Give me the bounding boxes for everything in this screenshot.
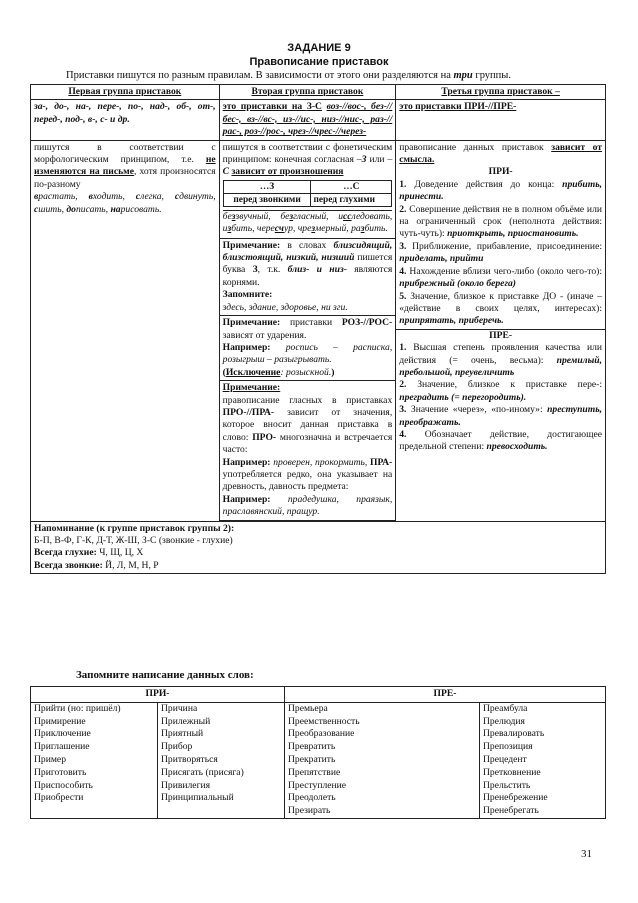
word-item: Причина	[161, 702, 198, 714]
word-item: Принципиальный	[161, 792, 234, 804]
pri-item: 3. Приближение, прибавление, присоединение: приделать, прийти	[399, 240, 602, 265]
word-item: Приобрести	[34, 792, 84, 804]
group1-prefixes: за-, до-, на-, пере-, по-, над-, об-, от-, перед-, под-, в-, с- и др.	[31, 100, 220, 140]
z-body: перед звонкими	[223, 193, 311, 206]
word-item: Препятствие	[288, 766, 341, 778]
word-item: Приятный	[161, 728, 204, 740]
group1-header: Первая группа приставок	[31, 85, 220, 100]
pre-heading: ПРЕ-	[489, 329, 513, 341]
words-col2	[158, 702, 285, 818]
group1-examples: врастать, входить, слегка, сдвинуть, сшить, дописать, нарисовать.	[34, 191, 216, 215]
s-head: …С	[311, 180, 392, 193]
group2-header: Вторая группа приставок	[219, 85, 396, 100]
pri-item: 1. Доведение действия до конца: прибить, принести.	[399, 178, 602, 203]
word-item: Превратить	[288, 741, 336, 753]
group3-rule: правописание данных приставок зависит от смысла. ПРИ- 1. Доведение действия до конца: прибить, принести. 2. Совершение действия не в полном объёме или на ограниченный срок (неполнота действия: чуть-чуть): приоткрыть, приостановить. 3. Приближение, прибавление, присоединение: приделать, прийти 4. Нахождение вблизи чего-либо (около чего-то): прибрежный (около берега) 5. Значение, близкое к приставке ДО - (иначе – «действие в своих целях, интересах): припрятать, приберечь. ПРЕ- 1. Высшая степень проявления качества или действия (= очень, весьма): премилый, пребольшой, преувеличить 2. Значение, близкое к приставке пере-: преградить (= перегородить). 3. Значение «через», «по-иному»: преступить, преображать. 4. Обозначает действие, достигающее предельной степени: превосходить.	[396, 140, 606, 521]
intro-text: Приставки пишутся по разным правилам. В зависимости от этого они разделяются на три группы.	[66, 70, 511, 81]
word-item: Пренебрегать	[483, 805, 539, 817]
s-body: перед глухими	[311, 193, 392, 206]
word-item: Примирение	[34, 715, 86, 727]
pri-item: 2. Совершение действия не в полном объёме или на ограниченный срок (неполнота действия: чуть-чуть): приоткрыть, приостановить.	[399, 203, 602, 240]
pre-item: 4. Обозначает действие, достигающее предельной степени: превосходить.	[399, 428, 602, 453]
word-item: Приключение	[34, 728, 91, 740]
word-item: Препозиция	[483, 741, 533, 753]
group3-prefixes: это приставки ПРИ-//ПРЕ-	[396, 100, 606, 140]
prefix-groups-table	[30, 84, 606, 574]
word-item: Прилежный	[161, 715, 211, 727]
word-item: Пренебрежение	[483, 792, 548, 804]
word-item: Пример	[34, 753, 66, 765]
pre-item: 2. Значение, близкое к приставке пере-: преградить (= перегородить).	[399, 379, 602, 403]
word-item: Превалировать	[483, 728, 545, 740]
word-item: Преодолеть	[288, 792, 336, 804]
word-item: Прельстить	[483, 779, 531, 791]
pri-item: 5. Значение, близкое к приставке ДО - (иначе – «действие в своих целях, интересах): припрятать, приберечь.	[399, 290, 602, 327]
group2-note-roz: Примечание: приставки РОЗ-//РОС- зависят от ударения. Например: роспись – расписка, розыгрыш – разыгрывать. (Исключение: розыскной.)	[219, 316, 396, 381]
word-item: Претковнение	[483, 766, 541, 778]
pre-item: 3. Значение «через», «по-иному»: преступить, преображать.	[399, 404, 602, 428]
word-item: Преамбула	[483, 702, 528, 714]
pre-item: 1. Высшая степень проявления качества или действия (= очень, весьма): премилый, пребольшой, преувеличить	[399, 342, 602, 378]
pri-item: 4. Нахождение вблизи чего-либо (около чего-то): прибрежный (около берега)	[399, 265, 602, 290]
page-number: 31	[581, 848, 592, 860]
word-item: Привилегия	[161, 779, 211, 791]
words-pri-header: ПРИ-	[31, 687, 285, 703]
z-s-table	[223, 180, 393, 207]
word-item: Презирать	[288, 805, 331, 817]
group2-note-pro: Примечание: правописание гласных в приставках ПРО-//ПРА- зависит от значения, которое вносит данная приставка в слово: ПРО- многозначна и встречается часто: Например: проверен, прокормить, ПРА- употребляется редко, она указывает на древность, давность предмета: Например: прадедушка, праязык, праславянский, пращур.	[219, 381, 396, 520]
word-item: Приготовить	[34, 766, 87, 778]
word-item: Преемственность	[288, 715, 360, 727]
word-item: Преступление	[288, 779, 347, 791]
pri-heading: ПРИ-	[488, 166, 513, 178]
word-item: Прецедент	[483, 753, 527, 765]
reminder-box: Напоминание (к группе приставок группы 2): Б-П, В-Ф, Г-К, Д-Т, Ж-Ш, З-С (звонкие - глухие) Всегда глухие: Ч, Щ, Ц, Х Всегда звонкие: Й, Л, М, Н, Р	[31, 521, 606, 574]
words-pre-header: ПРЕ-	[285, 687, 606, 703]
word-item: Прибор	[161, 741, 193, 753]
group2-examples: беззвучный, безгласный, исследовать, избить, чересчур, чрезмерный, разбить.	[222, 210, 393, 235]
word-item: Прелюдия	[483, 715, 525, 727]
group2-note1: Примечание: в словах близсидящий, близстоящий, низкий, низший пишется буква З, т.к. близ- и низ- являются корнями. Запомните: здесь, здание, здоровье, ни зги.	[220, 238, 396, 314]
word-item: Присягать (присяга)	[161, 766, 244, 778]
words-col1	[31, 702, 158, 818]
word-item: Приглашение	[34, 741, 90, 753]
word-item: Прекратить	[288, 753, 336, 765]
page-title: Правописание приставок	[249, 56, 389, 68]
word-item: Преобразование	[288, 728, 355, 740]
words-col4	[480, 702, 606, 818]
words-table	[30, 686, 606, 819]
word-item: Приспособить	[34, 779, 93, 791]
task-title: ЗАДАНИЕ 9	[287, 42, 351, 54]
words-title: Запомните написание данных слов:	[76, 669, 254, 681]
z-head: …З	[223, 180, 311, 193]
group2-rule: пишутся в соответствии с фонетическим принципом: конечная согласная –З или –С зависит от произношения …З …С перед звонкими перед глухими беззвучный, безгласный, исследовать, избить, чересчур, чрезмерный, разбить. Примечание: в словах близсидящий, близстоящий, низкий, низший пишется буква З, т.к. близ- и низ- являются корнями. Запомните: здесь, здание, здоровье, ни зги.	[219, 140, 396, 315]
group3-header: Третья группа приставок –	[396, 85, 606, 100]
word-item: Премьера	[288, 702, 328, 714]
group2-prefixes: это приставки на З-С воз-//вос-, без-//бес-, вз-//вс-, из-//ис-, низ-//нис-, раз-//рас-, роз-//рос-, чрез-//чрес-//через-	[219, 100, 396, 140]
word-item: Прийти (но: пришёл)	[34, 702, 121, 714]
group1-rule: пишутся в соответствии с морфологическим принципом, т.е. не изменяются на письме, хотя произносятся по-разному врастать, входить, слегка, сдвинуть, сшить, дописать, нарисовать.	[31, 140, 220, 521]
words-col3	[285, 702, 480, 818]
word-item: Притворяться	[161, 753, 218, 765]
